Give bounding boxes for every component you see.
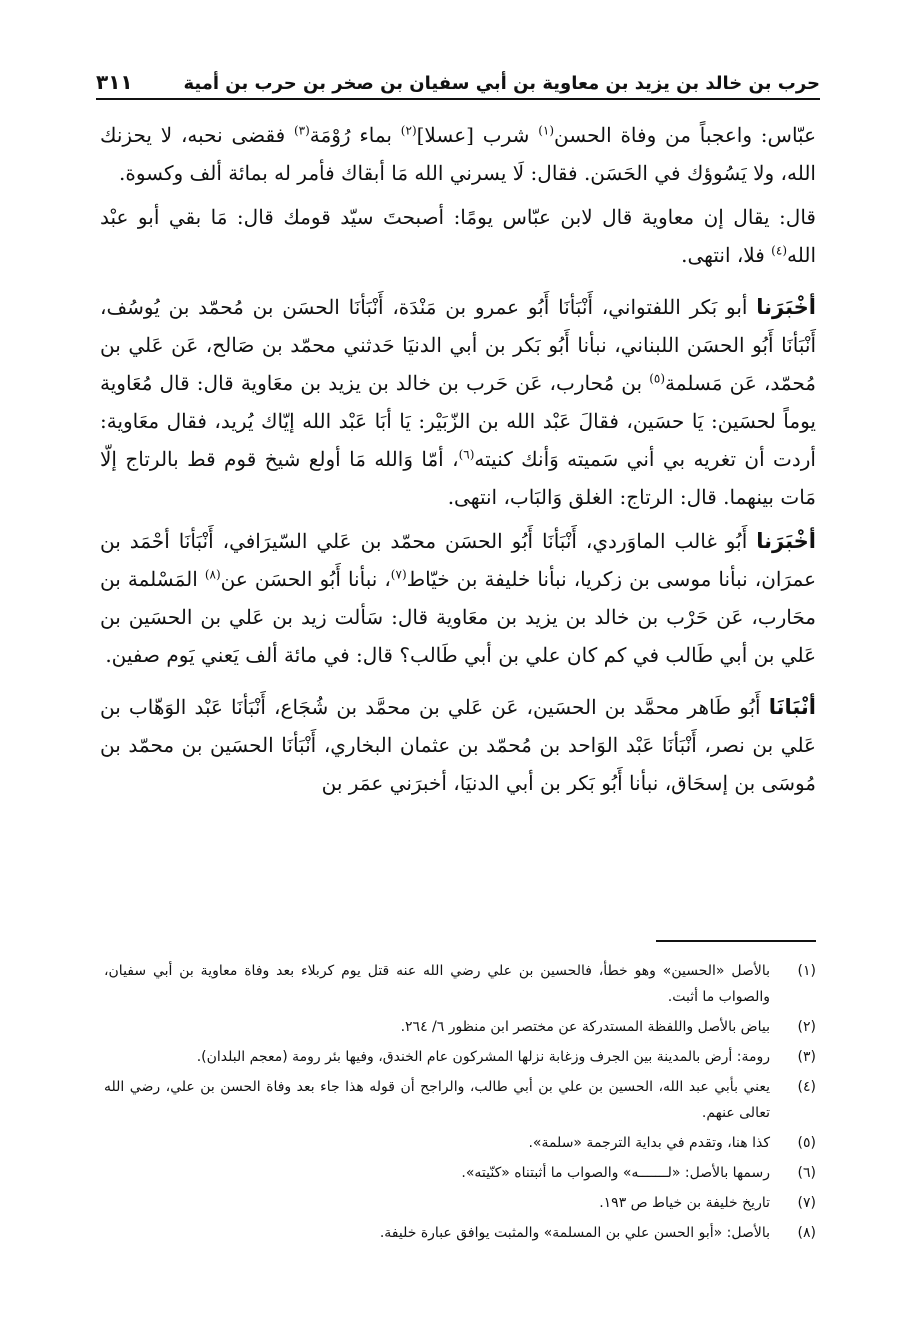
footnote-ref-6: (٦) [458,447,475,462]
running-title: حرب بن خالد بن يزيد بن معاوية بن أبي سفيان بن صخر بن حرب بن أمية [183,73,820,94]
footnote [104,1190,816,1216]
header-rule [96,98,820,100]
footnote-ref-8: (٨) [204,567,221,582]
narration-keyword: أخْبَرَنا [756,529,816,553]
footnote-number: (٥) [797,1135,816,1151]
footnotes [104,958,816,1250]
text-run: ، نبأنا أَبُو الحسَن عن [220,567,391,591]
text-run: أَبُو غالب الماوَردي، أَنْبَأنَا أَبُو الحسَن محمّد بن عَلي السّيرَافي، أَنْبَأنَا أحْمَد بن عمرَان، نبأنا موسى بن زكريا، نبأنا خليفة بن خيّاط [100,529,816,591]
footnote-number: (٢) [797,1019,816,1035]
footnote-ref-2: (٢) [400,123,417,138]
footnote-number: (٤) [797,1079,816,1095]
text-run: شرب [عسلا] [416,123,539,147]
footnote-text: تاريخ خليفة بن خياط ص ١٩٣. [599,1195,770,1211]
paragraph-2 [100,198,816,274]
footnote-ref-1: (١) [538,123,555,138]
footnote-text: بالأصل: «أبو الحسن علي بن المسلمة» والمثبت يوافق عبارة خليفة. [379,1225,770,1241]
footnote-number: (٧) [797,1195,816,1211]
footnote [104,958,816,1010]
footnote-ref-4: (٤) [771,243,787,258]
footnote-number: (٣) [797,1049,816,1065]
text-run: المَسْلمة بن محَارب، عَن حَرْب بن خالد بن يزيد بن معَاوية قال: سَألت زيد بن عَلي بن الحسَين بن عَلي بن أبي طَالب في كم كان علي بن أبي طَالب؟ قال: في مائة ألف يَعني يَوم صفين. [100,567,816,667]
page-number: ٣١١ [96,70,133,94]
footnote [104,1130,816,1156]
footnote [104,1160,816,1186]
narration-keyword: أنْبَانَا [768,695,816,719]
footnote-ref-3: (٣) [293,123,310,138]
footnote-number: (١) [797,963,816,979]
footnote-text: بياض بالأصل واللفظة المستدركة عن مختصر ابن منظور ٦/ ٢٦٤. [400,1019,770,1035]
footnote [104,1074,816,1126]
paragraph-1 [100,116,816,192]
text-run: فقضى نحبه، لا يحزنك الله، ولا يَسُوؤك في الحَسَن. فقال: لَا يسرني الله مَا أبقاك فأمر له بمائة ألف وكسوة. [100,123,816,185]
footnote-number: (٨) [797,1225,816,1241]
footnote [104,1014,816,1040]
footnote-number: (٦) [797,1165,816,1181]
text-run: ، أمّا وَالله مَا أولع شيخ قوم قط بالرتاج إلّا مَات بينهما. قال: الرتاج: الغلق وَالبَاب، انتهى. [100,447,816,509]
footnote-text: كذا هنا، وتقدم في بداية الترجمة «سلمة». [528,1135,770,1151]
footnote-text: رسمها بالأصل: «لـــــــه» والصواب ما أثبتناه «كنّيته». [461,1165,770,1181]
text-run: أَبُو طَاهر محمَّد بن الحسَين، عَن عَلي بن محمَّد بن شُجَاع، أَنْبَأنَا عَبْد الوَهّاب بن عَلي بن نصر، أَنْبَأنَا عَبْد الوَاحد بن مُحمّد بن عثمان البخاري، أَنْبَأنَا الحسَين بن محمّد بن مُوسَى بن إسحَاق، نبأنا أَبُو بَكر بن أبي الدنيَا، أخبرَني عمَر بن [100,695,816,795]
narration-keyword: أخْبَرَنا [756,295,816,319]
footnote [104,1044,816,1070]
text-run: فلا، انتهى. [681,243,772,267]
footnote-text: رومة: أرض بالمدينة بين الجرف وزغابة نزلها المشركون عام الخندق، وفيها بئر رومة (معجم البلدان). [196,1049,770,1065]
footnote-ref-5: (٥) [649,371,666,386]
footnote-rule [656,940,816,942]
footnote-text: يعني بأبي عبد الله، الحسين بن علي بن أبي طالب، والراجح أن قوله هذا جاء بعد وفاة الحسن بن علي، رضي الله تعالى عنهم. [104,1079,770,1121]
text-run: أبو بَكر اللفتواني، أَنْبَأنَا أَبُو عمرو بن مَنْدَة، أَنْبَأنَا الحسَن بن مُحمّد بن يُوسُف، أَنْبَأنَا أَبُو الحسَن اللبناني، نبأنا أَبُو بَكر بن أبي الدنيَا حَدثني محمّد بن صَالح، عَن عَلي بن مُحمّد، عَن مَسلمة [100,295,816,395]
text-run: بماء رُوْمَة [309,123,401,147]
footnote-ref-7: (٧) [390,567,407,582]
text-run: عبّاس: واعجباً من وفاة الحسن [554,123,817,147]
paragraph-4 [100,522,816,674]
footnote [104,1220,816,1246]
text-run: قال: يقال إن معاوية قال لابن عبّاس يومًا: أصبحتَ سيّد قومك قال: مَا بقي أبو عبْد الله [100,205,816,267]
main-text [100,116,816,808]
running-header [96,50,820,94]
footnote-text: بالأصل «الحسين» وهو خطأ، فالحسين بن علي رضي الله عنه قتل يوم كربلاء بعد وفاة معاوية بن أبي سفيان، والصواب ما أثبت. [104,963,770,1005]
paragraph-5 [100,688,816,802]
text-run: بن مُحارب، عَن حَرب بن خالد بن يزيد بن معَاوية قال: قال مُعَاوية يوماً لحسَين: يَا حسَين، فقالَ عَبْد الله بن الزّبَيْر: يَا أبَا عَبْد الله إيّاك يُريد، فقال معَاوية: أردت أن تغريه بي أني سَميته وَأنك كنيته [100,371,816,471]
paragraph-3 [100,288,816,516]
